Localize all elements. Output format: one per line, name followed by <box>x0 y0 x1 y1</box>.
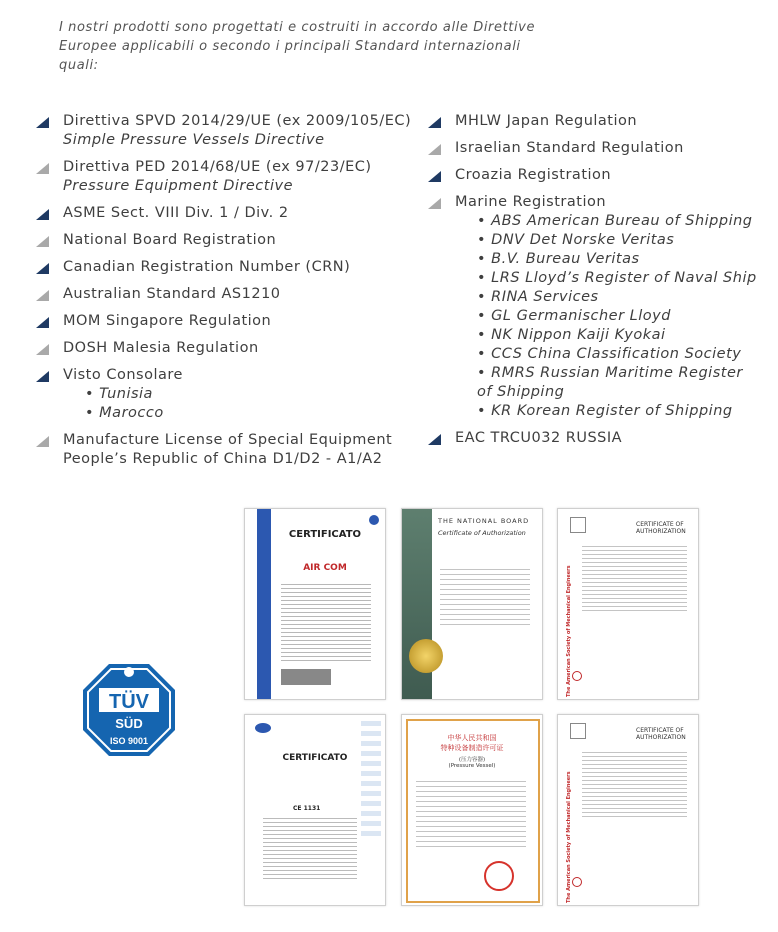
standard-item <box>36 431 416 469</box>
standard-label: Canadian Registration Number (CRN) <box>63 259 351 275</box>
bullet-dot-icon: • <box>477 403 492 419</box>
bullet-dot-icon: • <box>85 405 100 421</box>
standard-item <box>428 112 758 131</box>
sub-bullet-item <box>85 385 416 404</box>
standard-label: Marine Registration <box>455 194 607 210</box>
sub-bullet-list <box>63 385 416 423</box>
certificate-brand: AIR COM <box>303 563 347 573</box>
sub-bullet-item <box>477 307 758 326</box>
triangle-bullet-icon <box>428 144 441 155</box>
certificate-thumbnail-ce <box>244 714 386 906</box>
sub-bullet-label: RMRS Russian Maritime Register of Shipping <box>477 365 743 400</box>
triangle-bullet-icon <box>36 117 49 128</box>
triangle-bullet-icon <box>36 290 49 301</box>
standard-item <box>36 231 416 250</box>
standard-label: Australian Standard AS1210 <box>63 286 281 302</box>
bullet-dot-icon: • <box>85 386 100 402</box>
standard-item <box>36 112 416 150</box>
triangle-bullet-icon <box>428 434 441 445</box>
triangle-bullet-icon <box>36 344 49 355</box>
standard-item <box>428 166 758 185</box>
sub-bullet-item <box>477 231 758 250</box>
certificate-title: CERTIFICATO <box>282 753 348 763</box>
certificate-title-line2: AUTHORIZATION <box>636 734 686 741</box>
certificate-side-text: The American Society of Mechanical Engineers <box>566 771 572 903</box>
certificate-cn-line2: 特种设备制造许可证 <box>440 744 504 752</box>
standard-label: EAC TRCU032 RUSSIA <box>455 430 623 446</box>
standard-item <box>36 312 416 331</box>
standard-label: MOM Singapore Regulation <box>63 313 272 329</box>
standard-item <box>36 204 416 223</box>
bullet-dot-icon: • <box>477 308 492 324</box>
standard-label: Israelian Standard Regulation <box>455 140 684 156</box>
standard-item <box>36 339 416 358</box>
standard-label: Direttiva PED 2014/68/UE (ex 97/23/EC) <box>63 159 372 175</box>
triangle-bullet-icon <box>36 209 49 220</box>
standard-subtitle: Simple Pressure Vessels Directive <box>63 132 325 148</box>
sub-bullet-item <box>477 212 758 231</box>
certificate-side-text: The American Society of Mechanical Engineers <box>566 565 572 697</box>
bullet-dot-icon: • <box>477 270 492 286</box>
triangle-bullet-icon <box>428 198 441 209</box>
tuv-logo-bottom-text: ISO 9001 <box>109 736 149 746</box>
triangle-bullet-icon <box>36 263 49 274</box>
certificate-title-line2: AUTHORIZATION <box>636 528 686 535</box>
triangle-bullet-icon <box>36 371 49 382</box>
standard-item <box>36 285 416 304</box>
bullet-dot-icon: • <box>477 289 492 305</box>
certificate-cn-line3: (压力容器) <box>458 757 486 763</box>
left-standards-list <box>36 112 416 477</box>
triangle-bullet-icon <box>36 236 49 247</box>
sub-bullet-label: LRS Lloyd’s Register of Naval Ship <box>491 270 757 286</box>
bullet-dot-icon: • <box>477 327 492 343</box>
standard-label: MHLW Japan Regulation <box>455 113 638 129</box>
standard-label: ASME Sect. VIII Div. 1 / Div. 2 <box>63 205 289 221</box>
certificate-en-line: (Pressure Vessel) <box>448 763 496 769</box>
standard-label: Manufacture License of Special Equipment <box>63 432 393 448</box>
bullet-dot-icon: • <box>477 251 492 267</box>
sub-bullet-item <box>477 269 758 288</box>
bullet-dot-icon: • <box>477 232 492 248</box>
certificate-thumbnail-national-board <box>401 508 543 700</box>
triangle-bullet-icon <box>36 436 49 447</box>
sub-bullet-label: Tunisia <box>99 386 153 402</box>
sub-bullet-item <box>477 402 758 421</box>
certificate-title-line1: CERTIFICATE OF <box>636 727 684 734</box>
sub-bullet-list <box>455 212 758 421</box>
sub-bullet-item <box>477 326 758 345</box>
standard-item <box>428 139 758 158</box>
tuv-logo-mid-text: SÜD <box>115 716 143 731</box>
sub-bullet-item <box>477 250 758 269</box>
sub-bullet-label: DNV Det Norske Veritas <box>491 232 675 248</box>
standard-item <box>36 258 416 277</box>
standard-label-line2: People’s Republic of China D1/D2 - A1/A2 <box>63 451 383 467</box>
sub-bullet-item <box>477 288 758 307</box>
sub-bullet-item <box>477 345 758 364</box>
sub-bullet-label: Marocco <box>99 405 164 421</box>
standard-label: DOSH Malesia Regulation <box>63 340 259 356</box>
intro-text: I nostri prodotti sono progettati e costruiti in accordo alle Direttive Europee applicabili o secondo i principali Standard internazionali quali: <box>59 20 536 73</box>
triangle-bullet-icon <box>428 171 441 182</box>
certificate-title: CERTIFICATO <box>288 529 362 540</box>
bullet-dot-icon: • <box>477 365 492 381</box>
standard-label: National Board Registration <box>63 232 277 248</box>
standard-label: Croazia Registration <box>455 167 612 183</box>
standard-subtitle: Pressure Equipment Directive <box>63 178 293 194</box>
sub-bullet-item <box>477 364 758 402</box>
tuv-logo-top-text: TÜV <box>109 691 149 713</box>
certificate-thumbnail-aircom <box>244 508 386 700</box>
sub-bullet-label: B.V. Bureau Veritas <box>491 251 640 267</box>
triangle-bullet-icon <box>36 317 49 328</box>
sub-bullet-label: GL Germanischer Lloyd <box>491 308 671 324</box>
certificate-thumbnail-china <box>401 714 543 906</box>
sub-bullet-label: NK Nippon Kaiji Kyokai <box>491 327 666 343</box>
standard-label: Visto Consolare <box>63 367 183 383</box>
sub-bullet-label: RINA Services <box>491 289 599 305</box>
standard-item <box>428 193 758 421</box>
triangle-bullet-icon <box>36 163 49 174</box>
certificate-title-line1: CERTIFICATE OF <box>636 521 684 528</box>
sub-bullet-item <box>85 404 416 423</box>
sub-bullet-label: CCS China Classification Society <box>491 346 742 362</box>
standard-item <box>36 158 416 196</box>
certificate-thumbnail-asme-2 <box>557 714 699 906</box>
tuv-iso9001-logo <box>81 662 177 758</box>
standard-label: Direttiva SPVD 2014/29/UE (ex 2009/105/EC) <box>63 113 412 129</box>
certificate-cn-line1: 中华人民共和国 <box>447 734 497 742</box>
sub-bullet-label: KR Korean Register of Shipping <box>491 403 733 419</box>
triangle-bullet-icon <box>428 117 441 128</box>
sub-bullet-label: ABS American Bureau of Shipping <box>491 213 753 229</box>
bullet-dot-icon: • <box>477 346 492 362</box>
certificate-thumbnail-asme-1 <box>557 508 699 700</box>
certificate-subtitle: Certificate of Authorization <box>438 529 526 537</box>
standard-item <box>36 366 416 423</box>
bullet-dot-icon: • <box>477 213 492 229</box>
certificate-header: THE NATIONAL BOARD <box>438 517 530 525</box>
certificate-ce-mark: CE 1131 <box>293 805 321 812</box>
right-standards-list <box>428 112 758 456</box>
standard-item <box>428 429 758 448</box>
